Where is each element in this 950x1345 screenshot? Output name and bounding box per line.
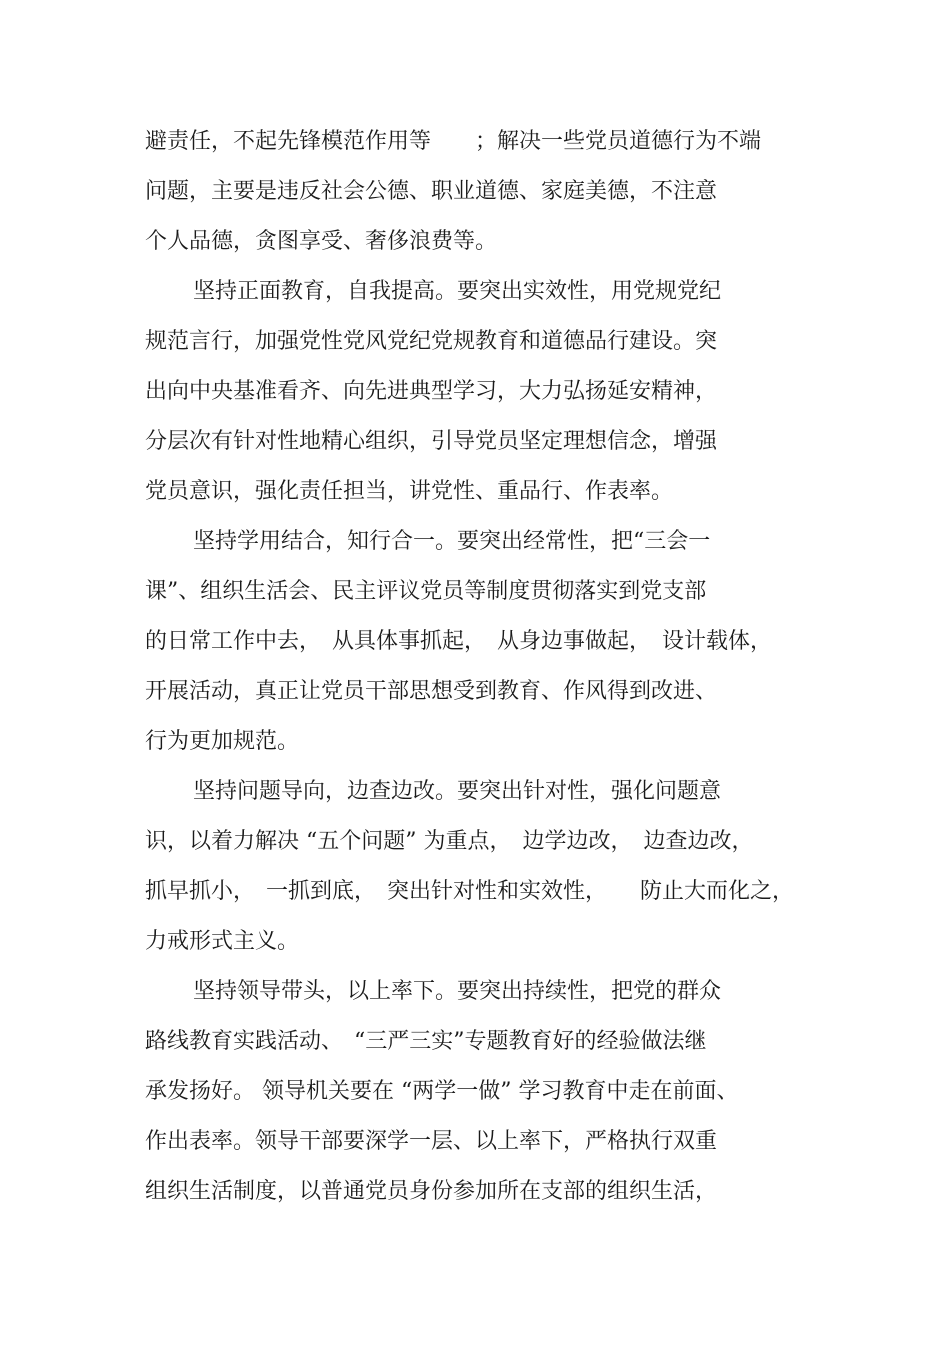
- text-line-5: 规范言行，加强党性党风党纪党规教育和道德品行建设。突: [145, 329, 718, 354]
- text-line-20: 承发扬好。 领导机关要在 “两学一做” 学习教育中走在前面、: [145, 1079, 739, 1104]
- text-line-21: 作出表率。领导干部要深学一层、以上率下，严格执行双重: [145, 1129, 718, 1154]
- text-line-15: 识，以着力解决 “五个问题” 为重点， 边学边改， 边查边改，: [145, 829, 754, 854]
- text-line-16: 抓早抓小， 一抓到底， 突出针对性和实效性， 防止大而化之，: [145, 879, 795, 904]
- paragraph-start-line: 坚持学用结合，知行合一。要突出经常性，把“三会一: [193, 529, 711, 554]
- paragraph-start-line: 坚持问题导向，边查边改。要突出针对性，强化问题意: [193, 779, 722, 804]
- text-line-8: 党员意识，强化责任担当，讲党性、重品行、作表率。: [145, 479, 674, 504]
- text-line-17: 力戒形式主义。: [145, 929, 300, 954]
- text-line-1: 避责任，不起先锋模范作用等 ；解决一些党员道德行为不端: [145, 129, 762, 154]
- text-line-3: 个人品德，贪图享受、奢侈浪费等。: [145, 229, 498, 254]
- text-line-13: 行为更加规范。: [145, 729, 300, 754]
- text-line-6: 出向中央基准看齐、向先进典型学习，大力弘扬延安精神，: [145, 379, 718, 404]
- text-line-11: 的日常工作中去， 从具体事抓起， 从身边事做起， 设计载体，: [145, 629, 773, 654]
- text-line-10: 课”、组织生活会、民主评议党员等制度贯彻落实到党支部: [145, 579, 707, 604]
- text-line-2: 问题，主要是违反社会公德、职业道德、家庭美德，不注意: [145, 179, 718, 204]
- paragraph-start-line: 坚持领导带头，以上率下。要突出持续性，把党的群众: [193, 979, 722, 1004]
- paragraph-start-line: 坚持正面教育，自我提高。要突出实效性，用党规党纪: [193, 279, 722, 304]
- text-line-12: 开展活动，真正让党员干部思想受到教育、作风得到改进、: [145, 679, 718, 704]
- text-line-7: 分层次有针对性地精心组织，引导党员坚定理想信念，增强: [145, 429, 718, 454]
- text-line-19: 路线教育实践活动、 “三严三实”专题教育好的经验做法继: [145, 1029, 707, 1054]
- text-line-22: 组织生活制度，以普通党员身份参加所在支部的组织生活，: [145, 1179, 718, 1204]
